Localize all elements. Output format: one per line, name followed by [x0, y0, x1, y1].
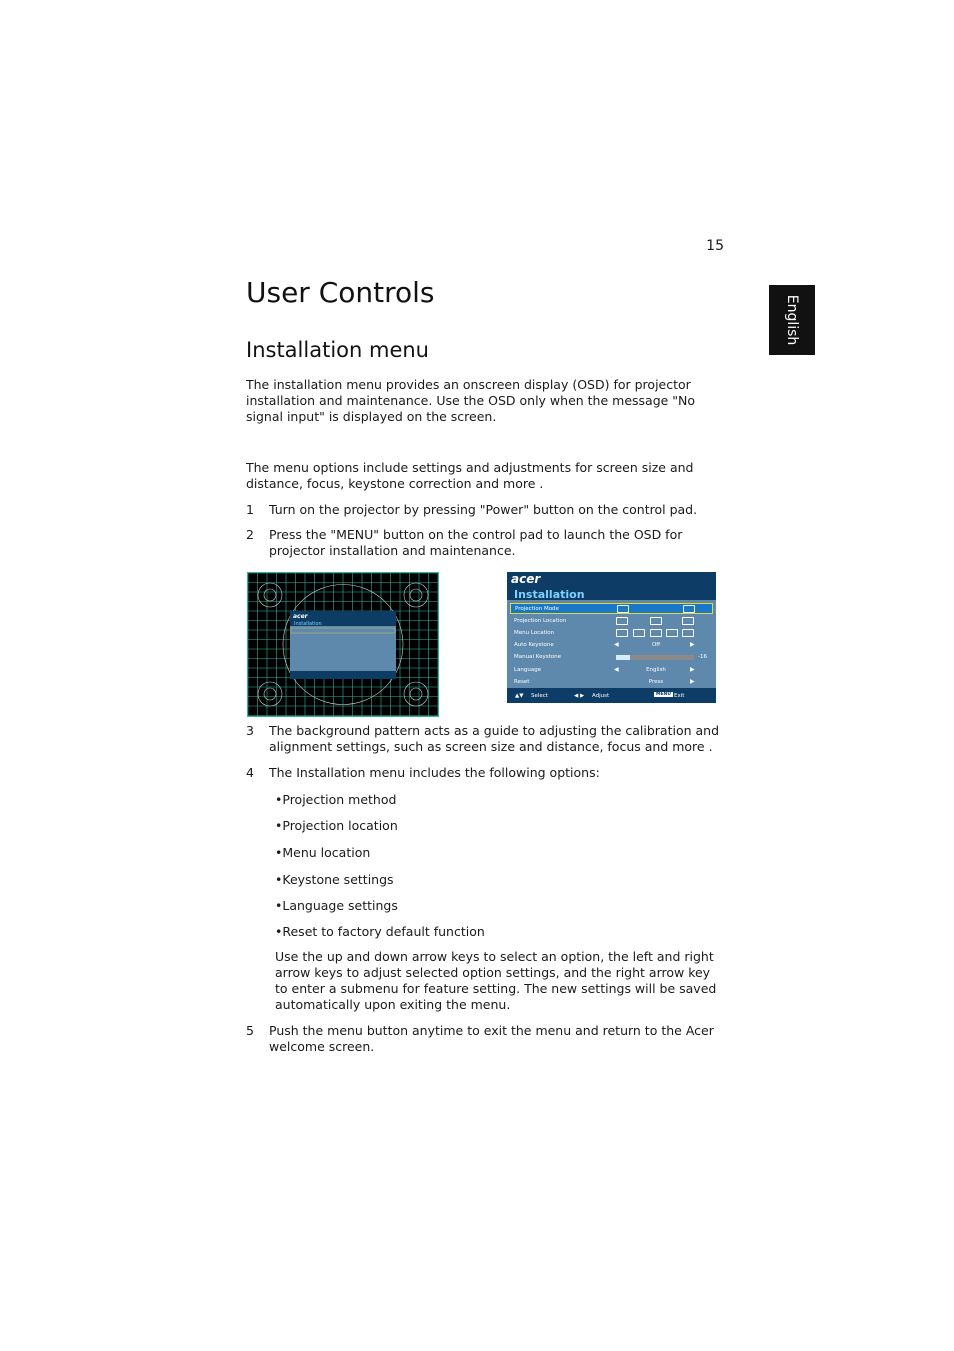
step-text: Push the menu button anytime to exit the menu and return to the Acer welcome screen. — [269, 1023, 714, 1054]
intro-paragraph-1: The installation menu provides an onscreen display (OSD) for projector installation and maintenance. Use the OSD only when the message "No signal input" is displayed on the screen. — [246, 377, 696, 424]
osd-footer — [507, 688, 716, 703]
step-1 — [246, 502, 726, 518]
installation-osd-image — [507, 572, 716, 703]
floor-mount-icon — [682, 617, 694, 625]
step-2 — [246, 527, 726, 559]
section-title: Installation menu — [246, 338, 429, 362]
osd-header — [507, 572, 716, 600]
step-text: Press the "MENU" button on the control pad to launch the OSD for projector installation and maintenance. — [269, 527, 683, 558]
step-text: The Installation menu includes the following options: — [269, 765, 600, 780]
menu-top-right-icon — [633, 629, 645, 637]
osd-row-reset[interactable]: Reset Press ▶ — [514, 678, 695, 685]
step-number: 5 — [246, 1023, 254, 1038]
menu-key-icon: MENU — [656, 692, 671, 697]
menu-bottom-right-icon — [682, 629, 694, 637]
keystone-slider-fill — [616, 655, 630, 660]
step-number: 1 — [246, 502, 254, 517]
step-text: The background pattern acts as a guide to adjusting the calibration and alignment settings, such as screen size and distance, focus and more . — [269, 723, 720, 754]
language-tab-label: English — [784, 294, 800, 346]
menu-center-icon — [650, 629, 662, 637]
left-right-arrow-icon: ◀ ▶ — [574, 693, 585, 699]
left-arrow-icon: ◀ — [614, 641, 619, 648]
osd-row-language[interactable]: Language ◀ English ▶ — [514, 666, 695, 673]
step-number: 4 — [246, 765, 254, 780]
option-item: •Projection method — [275, 792, 397, 807]
intro-paragraph-2: The menu options include settings and adjustments for screen size and distance, focus, keystone correction and more . — [246, 460, 694, 491]
acer-logo: acer — [511, 572, 541, 586]
menu-key-label: MENU — [336, 527, 374, 542]
option-item: •Reset to factory default function — [275, 924, 485, 939]
language-tab — [769, 285, 815, 355]
footer-select-label: Select — [531, 693, 548, 699]
projection-rear-icon — [683, 605, 695, 613]
osd-row-menu-location[interactable]: Menu Location — [510, 628, 713, 639]
step-text: Turn on the projector by pressing "Power" button on the control pad. — [269, 502, 698, 517]
left-arrow-icon: ◀ — [614, 666, 619, 673]
osd-row-auto-keystone[interactable]: Auto Keystone ◀ Off ▶ — [514, 641, 695, 648]
mini-osd-title: Installation — [294, 621, 322, 627]
option-item: •Language settings — [275, 898, 398, 913]
up-down-arrow-icon: ▲▼ — [515, 693, 524, 699]
footer-exit-label: Exit — [674, 693, 685, 699]
osd-title: Installation — [514, 588, 585, 601]
option-item: •Projection location — [275, 818, 398, 833]
keystone-slider[interactable] — [616, 655, 694, 660]
step-4 — [246, 765, 726, 781]
osd-row-manual-keystone[interactable]: Manual Keystone -16 — [514, 654, 707, 660]
step-5 — [246, 1023, 726, 1055]
page-title: User Controls — [246, 276, 435, 309]
right-arrow-icon: ▶ — [690, 641, 695, 648]
option-item: •Keystone settings — [275, 872, 394, 887]
calibration-grid — [248, 573, 438, 716]
ceiling-mount-icon — [650, 617, 662, 625]
footer-adjust-label: Adjust — [592, 693, 610, 699]
menu-top-left-icon — [616, 629, 628, 637]
mini-osd-logo: acer — [293, 613, 308, 620]
right-arrow-icon: ▶ — [690, 666, 695, 673]
option-item: •Menu location — [275, 845, 371, 860]
page-number: 15 — [706, 238, 724, 254]
osd-row-projection-mode[interactable]: Projection Mode — [510, 603, 713, 614]
auto-location-icon — [616, 617, 628, 625]
keystone-value: -16 — [698, 654, 707, 660]
right-arrow-icon: ▶ — [690, 678, 695, 685]
mini-osd — [290, 611, 396, 679]
power-key-label: Power — [485, 502, 524, 517]
step-number: 2 — [246, 527, 254, 542]
menu-bottom-left-icon — [666, 629, 678, 637]
background-pattern-image — [247, 572, 439, 717]
osd-row-projection-location[interactable]: Projection Location — [510, 616, 713, 627]
projection-front-icon — [617, 605, 629, 613]
usage-note: Use the up and down arrow keys to select an option, the left and right arrow keys to adjust selected option settings, and the right arrow key to enter a submenu for feature setting. The new settings will be saved automatically upon exiting the menu. — [275, 949, 717, 1012]
step-3 — [246, 723, 726, 755]
step-number: 3 — [246, 723, 254, 738]
